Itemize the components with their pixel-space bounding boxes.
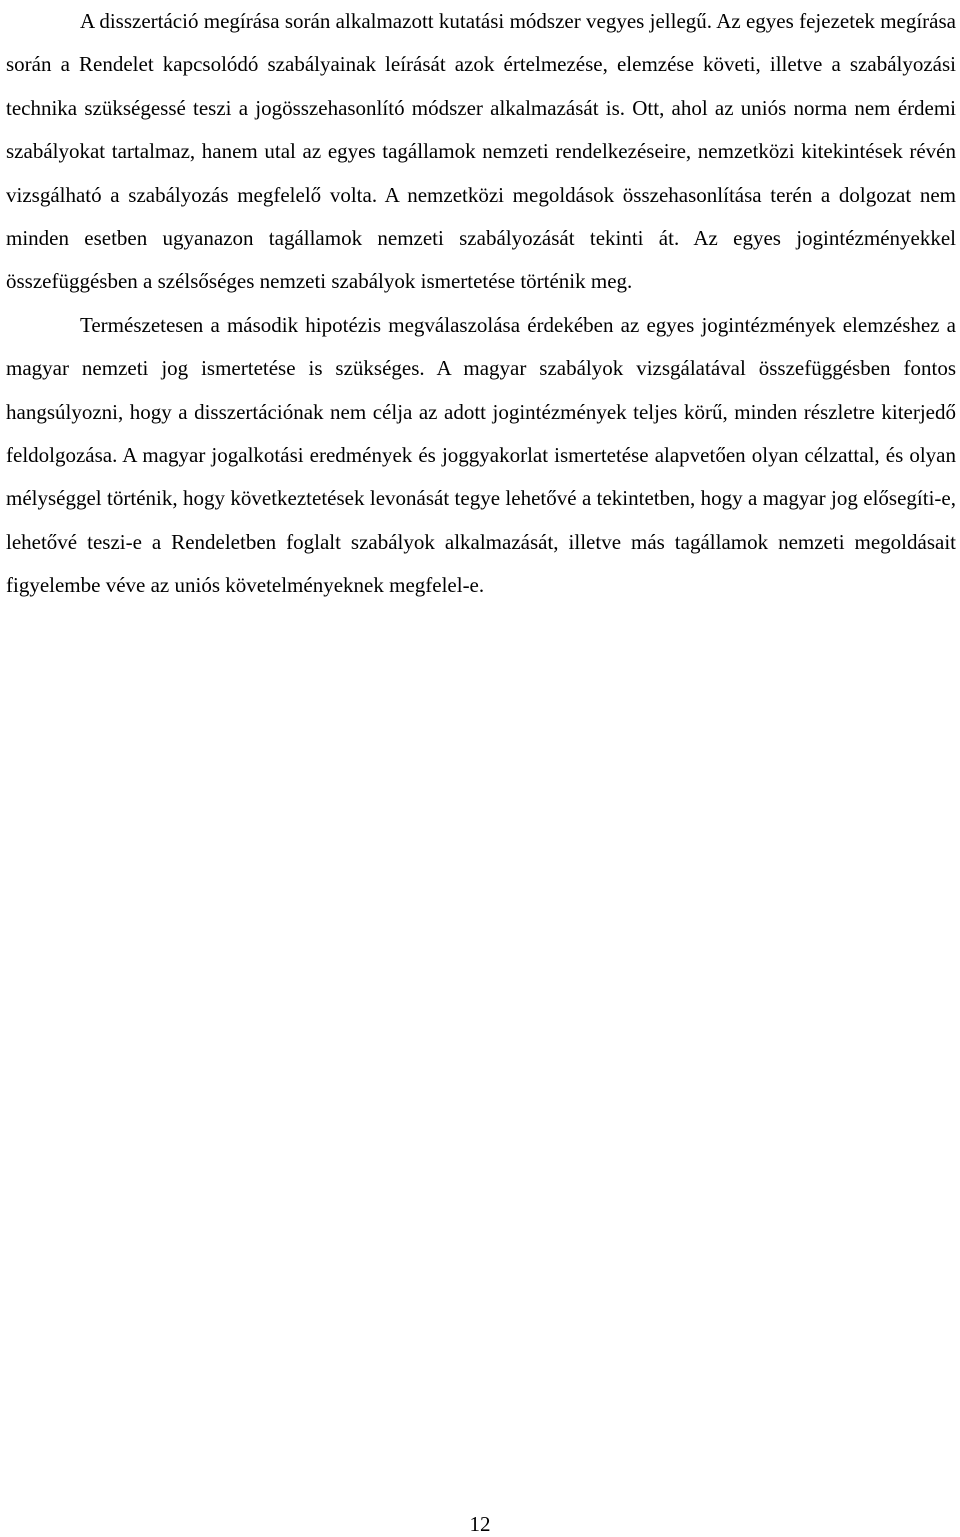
page-number: 12 xyxy=(469,1512,491,1536)
paragraph-methodology: A disszertáció megírása során alkalmazott kutatási módszer vegyes jellegű. Az egyes fejezetek megírása során a Rendelet kapcsolódó szabályainak leírását azok értelmezése, elemzése követi, illetve a szabályozási technika szükségessé teszi a jogösszehasonlító módszer alkalmazását is. Ott, ahol az uniós norma nem érdemi szabályokat tartalmaz, hanem utal az egyes tagállamok nemzeti rendelkezéseire, nemzetközi kitekintések révén vizsgálható a szabályozás megfelelő volta. A nemzetközi megoldások összehasonlítása terén a dolgozat nem minden esetben ugyanazon tagállamok nemzeti szabályozását tekinti át. Az egyes jogintézményekkel összefüggésben a szélsőséges nemzeti szabályok ismertetése történik meg. xyxy=(6,9,956,294)
document-page xyxy=(6,0,956,608)
paragraph-hypothesis: Természetesen a második hipotézis megválaszolása érdekében az egyes jogintézmények elemzéshez a magyar nemzeti jog ismertetése is szükséges. A magyar szabályok vizsgálatával összefüggésben fontos hangsúlyozni, hogy a disszertációnak nem célja az adott jogintézmények teljes körű, minden részletre kiterjedő feldolgozása. A magyar jogalkotási eredmények és joggyakorlat ismertetése alapvetően olyan célzattal, és olyan mélységgel történik, hogy következtetések levonását tegye lehetővé a tekintetben, hogy a magyar jog elősegíti-e, lehetővé teszi-e a Rendeletben foglalt szabályok alkalmazását, illetve más tagállamok nemzeti megoldásait figyelembe véve az uniós követelményeknek megfelel-e. xyxy=(6,312,956,598)
